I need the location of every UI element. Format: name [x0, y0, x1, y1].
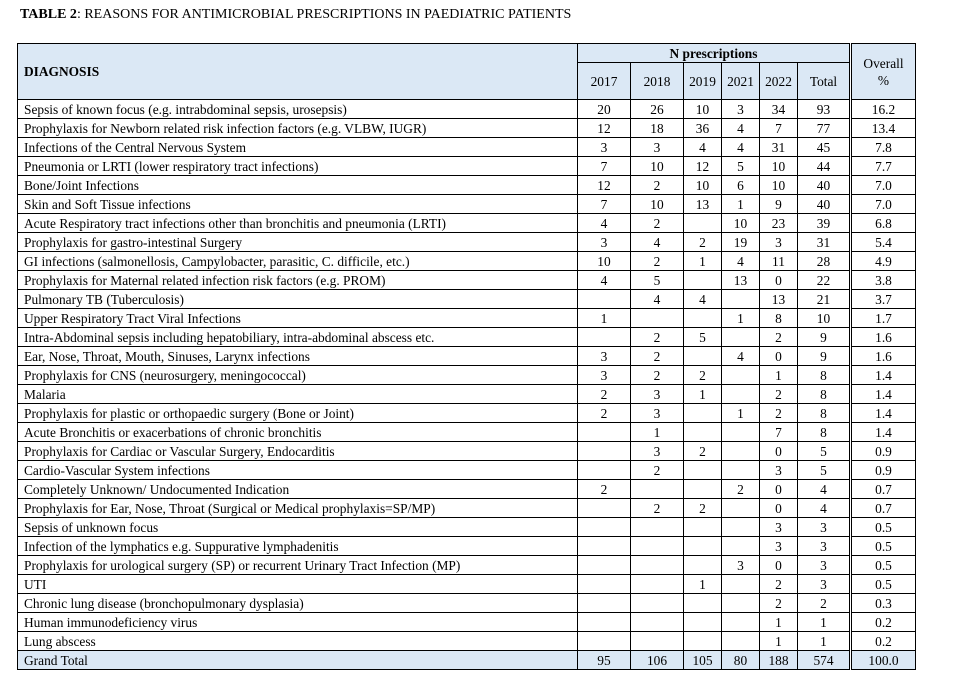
- value-cell-2017: 2: [578, 385, 631, 404]
- value-cell-2017: 12: [578, 176, 631, 195]
- diagnosis-cell: Pneumonia or LRTI (lower respiratory tract infections): [18, 157, 578, 176]
- value-cell-2017: [578, 594, 631, 613]
- diagnosis-cell: Acute Bronchitis or exacerbations of chronic bronchitis: [18, 423, 578, 442]
- value-cell-2017: 3: [578, 138, 631, 157]
- value-cell-overall: 0.5: [851, 556, 916, 575]
- value-cell-2021: [722, 537, 760, 556]
- diagnosis-cell: Pulmonary TB (Tuberculosis): [18, 290, 578, 309]
- value-cell-total: 10: [798, 309, 851, 328]
- value-cell-total: 21: [798, 290, 851, 309]
- table-caption: [20, 7, 571, 23]
- value-cell-total: 3: [798, 537, 851, 556]
- table-row: [18, 518, 916, 537]
- diagnosis-cell: Sepsis of known focus (e.g. intrabdominal sepsis, urosepsis): [18, 100, 578, 119]
- header-overall-label: Overall %: [863, 55, 904, 88]
- value-cell-2018: [631, 594, 684, 613]
- value-cell-2021: [722, 442, 760, 461]
- value-cell-2017: [578, 537, 631, 556]
- value-cell-total: 8: [798, 385, 851, 404]
- value-cell-2017: 2: [578, 480, 631, 499]
- value-cell-2018: [631, 575, 684, 594]
- value-cell-total: 28: [798, 252, 851, 271]
- diagnosis-cell: Prophylaxis for CNS (neurosurgery, meningococcal): [18, 366, 578, 385]
- value-cell-2022: 7: [760, 423, 798, 442]
- value-cell-overall: 1.6: [851, 328, 916, 347]
- value-cell-2018: 2: [631, 347, 684, 366]
- grand-total-row: [18, 651, 916, 670]
- value-cell-2018: 2: [631, 499, 684, 518]
- value-cell-2021: 6: [722, 176, 760, 195]
- table-row: [18, 632, 916, 651]
- value-cell-2017: 7: [578, 157, 631, 176]
- diagnosis-cell: Human immunodeficiency virus: [18, 613, 578, 632]
- value-cell-overall: 5.4: [851, 233, 916, 252]
- value-cell-2017: 7: [578, 195, 631, 214]
- value-cell-2019: 5: [684, 328, 722, 347]
- diagnosis-cell: Prophylaxis for urological surgery (SP) or recurrent Urinary Tract Infection (MP): [18, 556, 578, 575]
- diagnosis-cell: Prophylaxis for Newborn related risk infection factors (e.g. VLBW, IUGR): [18, 119, 578, 138]
- value-cell-overall: 6.8: [851, 214, 916, 233]
- table-row: [18, 252, 916, 271]
- value-cell-2021: 10: [722, 214, 760, 233]
- table-row: [18, 328, 916, 347]
- value-cell-2021: [722, 461, 760, 480]
- diagnosis-cell: Infection of the lymphatics e.g. Suppurative lymphadenitis: [18, 537, 578, 556]
- value-cell-2017: 3: [578, 366, 631, 385]
- table-row: [18, 271, 916, 290]
- diagnosis-cell: Prophylaxis for gastro-intestinal Surgery: [18, 233, 578, 252]
- value-cell-total: 574: [798, 651, 851, 670]
- diagnosis-cell: Skin and Soft Tissue infections: [18, 195, 578, 214]
- value-cell-total: 3: [798, 575, 851, 594]
- value-cell-2018: 18: [631, 119, 684, 138]
- value-cell-2021: [722, 613, 760, 632]
- value-cell-2019: 10: [684, 176, 722, 195]
- value-cell-2019: [684, 518, 722, 537]
- value-cell-2021: 3: [722, 556, 760, 575]
- value-cell-2019: 2: [684, 442, 722, 461]
- value-cell-2018: [631, 613, 684, 632]
- value-cell-2022: 0: [760, 442, 798, 461]
- value-cell-overall: 100.0: [851, 651, 916, 670]
- value-cell-2017: [578, 518, 631, 537]
- diagnosis-cell: Prophylaxis for plastic or orthopaedic surgery (Bone or Joint): [18, 404, 578, 423]
- value-cell-2017: 3: [578, 347, 631, 366]
- diagnosis-cell: Completely Unknown/ Undocumented Indication: [18, 480, 578, 499]
- value-cell-2021: [722, 632, 760, 651]
- table-caption-label: TABLE 2: [20, 7, 77, 22]
- value-cell-overall: 0.7: [851, 480, 916, 499]
- table-row: [18, 385, 916, 404]
- header-year-2022: 2022: [760, 63, 798, 100]
- table-row: [18, 480, 916, 499]
- value-cell-2021: 5: [722, 157, 760, 176]
- table-row: [18, 214, 916, 233]
- value-cell-2022: 2: [760, 404, 798, 423]
- table-row: [18, 119, 916, 138]
- value-cell-2018: [631, 632, 684, 651]
- value-cell-2018: 1: [631, 423, 684, 442]
- value-cell-2018: 2: [631, 214, 684, 233]
- value-cell-2022: 2: [760, 328, 798, 347]
- table-body: [18, 100, 916, 670]
- value-cell-2018: 2: [631, 461, 684, 480]
- header-diagnosis: DIAGNOSIS: [18, 44, 578, 100]
- diagnosis-cell: Upper Respiratory Tract Viral Infections: [18, 309, 578, 328]
- value-cell-2018: 2: [631, 366, 684, 385]
- value-cell-2017: 95: [578, 651, 631, 670]
- value-cell-overall: 1.4: [851, 385, 916, 404]
- value-cell-total: 5: [798, 461, 851, 480]
- value-cell-2018: 4: [631, 290, 684, 309]
- header-overall-percent: [851, 44, 916, 100]
- value-cell-2017: [578, 556, 631, 575]
- value-cell-2017: [578, 575, 631, 594]
- value-cell-2019: [684, 480, 722, 499]
- value-cell-overall: 4.9: [851, 252, 916, 271]
- value-cell-total: 5: [798, 442, 851, 461]
- value-cell-2022: 0: [760, 271, 798, 290]
- value-cell-2019: [684, 556, 722, 575]
- value-cell-2017: [578, 328, 631, 347]
- value-cell-2018: 10: [631, 195, 684, 214]
- value-cell-2019: 1: [684, 252, 722, 271]
- value-cell-overall: 7.8: [851, 138, 916, 157]
- diagnosis-cell: Bone/Joint Infections: [18, 176, 578, 195]
- value-cell-2018: 5: [631, 271, 684, 290]
- value-cell-total: 1: [798, 613, 851, 632]
- value-cell-overall: 0.9: [851, 461, 916, 480]
- value-cell-overall: 7.0: [851, 195, 916, 214]
- value-cell-2017: 10: [578, 252, 631, 271]
- value-cell-2021: [722, 423, 760, 442]
- value-cell-2022: 34: [760, 100, 798, 119]
- value-cell-total: 45: [798, 138, 851, 157]
- value-cell-2018: 106: [631, 651, 684, 670]
- value-cell-2021: [722, 575, 760, 594]
- value-cell-2022: 9: [760, 195, 798, 214]
- value-cell-2021: 4: [722, 138, 760, 157]
- table-row: [18, 461, 916, 480]
- value-cell-2017: [578, 632, 631, 651]
- value-cell-2021: 4: [722, 252, 760, 271]
- value-cell-2019: [684, 594, 722, 613]
- value-cell-total: 8: [798, 423, 851, 442]
- value-cell-overall: 0.5: [851, 537, 916, 556]
- value-cell-total: 3: [798, 518, 851, 537]
- table-row: [18, 233, 916, 252]
- value-cell-2017: [578, 613, 631, 632]
- value-cell-overall: 0.5: [851, 575, 916, 594]
- value-cell-2022: 188: [760, 651, 798, 670]
- value-cell-total: 39: [798, 214, 851, 233]
- value-cell-2018: 3: [631, 404, 684, 423]
- value-cell-2019: [684, 461, 722, 480]
- value-cell-2019: 1: [684, 385, 722, 404]
- value-cell-2022: 8: [760, 309, 798, 328]
- table-row: [18, 347, 916, 366]
- value-cell-2017: [578, 442, 631, 461]
- value-cell-2022: 23: [760, 214, 798, 233]
- value-cell-2022: 0: [760, 347, 798, 366]
- value-cell-2022: 1: [760, 632, 798, 651]
- diagnosis-cell: UTI: [18, 575, 578, 594]
- value-cell-2018: 2: [631, 252, 684, 271]
- value-cell-overall: 1.4: [851, 404, 916, 423]
- header-year-2019: 2019: [684, 63, 722, 100]
- value-cell-2019: 4: [684, 290, 722, 309]
- value-cell-2021: [722, 328, 760, 347]
- value-cell-2021: 19: [722, 233, 760, 252]
- value-cell-2019: 36: [684, 119, 722, 138]
- table-caption-text: : REASONS FOR ANTIMICROBIAL PRESCRIPTIONS IN PAEDIATRIC PATIENTS: [76, 7, 572, 22]
- value-cell-2021: 1: [722, 195, 760, 214]
- value-cell-overall: 1.7: [851, 309, 916, 328]
- table-row: [18, 556, 916, 575]
- diagnosis-cell: Chronic lung disease (bronchopulmonary dysplasia): [18, 594, 578, 613]
- value-cell-total: 44: [798, 157, 851, 176]
- value-cell-total: 1: [798, 632, 851, 651]
- table-row: [18, 594, 916, 613]
- value-cell-overall: 0.9: [851, 442, 916, 461]
- value-cell-2018: [631, 556, 684, 575]
- value-cell-total: 40: [798, 195, 851, 214]
- value-cell-total: 8: [798, 404, 851, 423]
- diagnosis-cell: Lung abscess: [18, 632, 578, 651]
- table-row: [18, 138, 916, 157]
- value-cell-2021: [722, 499, 760, 518]
- header-n-prescriptions: N prescriptions: [578, 44, 851, 63]
- value-cell-2019: 13: [684, 195, 722, 214]
- value-cell-2022: 10: [760, 176, 798, 195]
- value-cell-2021: 1: [722, 309, 760, 328]
- value-cell-overall: 3.8: [851, 271, 916, 290]
- header-year-2021: 2021: [722, 63, 760, 100]
- value-cell-2019: 2: [684, 366, 722, 385]
- value-cell-overall: 0.2: [851, 613, 916, 632]
- value-cell-total: 4: [798, 480, 851, 499]
- value-cell-2019: [684, 537, 722, 556]
- value-cell-total: 2: [798, 594, 851, 613]
- value-cell-2017: 4: [578, 271, 631, 290]
- diagnosis-cell: Sepsis of unknown focus: [18, 518, 578, 537]
- value-cell-overall: 16.2: [851, 100, 916, 119]
- value-cell-2019: 2: [684, 233, 722, 252]
- value-cell-2022: 3: [760, 233, 798, 252]
- table-row: [18, 290, 916, 309]
- value-cell-2021: 80: [722, 651, 760, 670]
- value-cell-2019: 105: [684, 651, 722, 670]
- value-cell-2018: 2: [631, 176, 684, 195]
- value-cell-2021: [722, 366, 760, 385]
- value-cell-2018: [631, 537, 684, 556]
- value-cell-overall: 3.7: [851, 290, 916, 309]
- value-cell-2022: 0: [760, 480, 798, 499]
- value-cell-total: 3: [798, 556, 851, 575]
- value-cell-total: 93: [798, 100, 851, 119]
- diagnosis-cell: Prophylaxis for Maternal related infection risk factors (e.g. PROM): [18, 271, 578, 290]
- value-cell-2022: 1: [760, 613, 798, 632]
- value-cell-overall: 0.2: [851, 632, 916, 651]
- value-cell-2017: 1: [578, 309, 631, 328]
- diagnosis-cell: Malaria: [18, 385, 578, 404]
- value-cell-overall: 7.0: [851, 176, 916, 195]
- value-cell-2019: [684, 632, 722, 651]
- value-cell-2019: 12: [684, 157, 722, 176]
- value-cell-2017: [578, 499, 631, 518]
- value-cell-2021: [722, 385, 760, 404]
- value-cell-2019: [684, 404, 722, 423]
- value-cell-2022: 3: [760, 518, 798, 537]
- value-cell-overall: 0.5: [851, 518, 916, 537]
- value-cell-2018: 26: [631, 100, 684, 119]
- value-cell-2021: 2: [722, 480, 760, 499]
- value-cell-2021: [722, 290, 760, 309]
- header-total: Total: [798, 63, 851, 100]
- header-year-2017: 2017: [578, 63, 631, 100]
- value-cell-2019: [684, 613, 722, 632]
- value-cell-2019: [684, 309, 722, 328]
- value-cell-2018: [631, 309, 684, 328]
- table-row: [18, 442, 916, 461]
- value-cell-2019: 4: [684, 138, 722, 157]
- value-cell-2022: 0: [760, 499, 798, 518]
- table-row: [18, 309, 916, 328]
- value-cell-2022: 2: [760, 594, 798, 613]
- table-row: [18, 176, 916, 195]
- value-cell-2022: 31: [760, 138, 798, 157]
- table-row: [18, 575, 916, 594]
- value-cell-2021: 4: [722, 347, 760, 366]
- value-cell-2018: [631, 480, 684, 499]
- value-cell-2019: [684, 271, 722, 290]
- value-cell-2022: 3: [760, 461, 798, 480]
- value-cell-2019: [684, 214, 722, 233]
- value-cell-2017: 3: [578, 233, 631, 252]
- value-cell-2018: 10: [631, 157, 684, 176]
- value-cell-overall: 0.7: [851, 499, 916, 518]
- value-cell-2018: [631, 518, 684, 537]
- table-row: [18, 100, 916, 119]
- value-cell-2021: [722, 594, 760, 613]
- value-cell-overall: 13.4: [851, 119, 916, 138]
- value-cell-2022: 7: [760, 119, 798, 138]
- value-cell-2021: [722, 518, 760, 537]
- table-row: [18, 499, 916, 518]
- value-cell-2021: 1: [722, 404, 760, 423]
- value-cell-overall: 7.7: [851, 157, 916, 176]
- value-cell-total: 8: [798, 366, 851, 385]
- header-year-2018: 2018: [631, 63, 684, 100]
- value-cell-overall: 0.3: [851, 594, 916, 613]
- value-cell-2019: [684, 423, 722, 442]
- value-cell-total: 9: [798, 347, 851, 366]
- value-cell-2022: 1: [760, 366, 798, 385]
- value-cell-2019: 1: [684, 575, 722, 594]
- value-cell-total: 77: [798, 119, 851, 138]
- value-cell-2021: 3: [722, 100, 760, 119]
- value-cell-total: 4: [798, 499, 851, 518]
- table-row: [18, 366, 916, 385]
- table-row: [18, 195, 916, 214]
- diagnosis-cell: Cardio-Vascular System infections: [18, 461, 578, 480]
- diagnosis-cell: Intra-Abdominal sepsis including hepatobiliary, intra-abdominal abscess etc.: [18, 328, 578, 347]
- diagnosis-cell: Grand Total: [18, 651, 578, 670]
- value-cell-2022: 10: [760, 157, 798, 176]
- table-row: [18, 613, 916, 632]
- prescriptions-table: [17, 43, 916, 670]
- value-cell-total: 22: [798, 271, 851, 290]
- value-cell-2017: [578, 461, 631, 480]
- value-cell-2022: 3: [760, 537, 798, 556]
- value-cell-2022: 0: [760, 556, 798, 575]
- value-cell-overall: 1.4: [851, 423, 916, 442]
- value-cell-2017: 20: [578, 100, 631, 119]
- table-row: [18, 404, 916, 423]
- value-cell-2017: [578, 290, 631, 309]
- value-cell-2021: 13: [722, 271, 760, 290]
- value-cell-2022: 2: [760, 575, 798, 594]
- value-cell-2022: 11: [760, 252, 798, 271]
- value-cell-2022: 13: [760, 290, 798, 309]
- value-cell-2021: 4: [722, 119, 760, 138]
- diagnosis-cell: GI infections (salmonellosis, Campylobacter, parasitic, C. difficile, etc.): [18, 252, 578, 271]
- value-cell-2019: 2: [684, 499, 722, 518]
- value-cell-2017: [578, 423, 631, 442]
- value-cell-2022: 2: [760, 385, 798, 404]
- table-row: [18, 157, 916, 176]
- diagnosis-cell: Prophylaxis for Ear, Nose, Throat (Surgical or Medical prophylaxis=SP/MP): [18, 499, 578, 518]
- table-row: [18, 537, 916, 556]
- value-cell-2018: 3: [631, 442, 684, 461]
- value-cell-total: 40: [798, 176, 851, 195]
- value-cell-2018: 3: [631, 138, 684, 157]
- diagnosis-cell: Ear, Nose, Throat, Mouth, Sinuses, Larynx infections: [18, 347, 578, 366]
- value-cell-total: 9: [798, 328, 851, 347]
- value-cell-overall: 1.6: [851, 347, 916, 366]
- value-cell-2017: 4: [578, 214, 631, 233]
- value-cell-2019: 10: [684, 100, 722, 119]
- diagnosis-cell: Acute Respiratory tract infections other than bronchitis and pneumonia (LRTI): [18, 214, 578, 233]
- value-cell-2018: 3: [631, 385, 684, 404]
- diagnosis-cell: Prophylaxis for Cardiac or Vascular Surgery, Endocarditis: [18, 442, 578, 461]
- value-cell-2018: 2: [631, 328, 684, 347]
- diagnosis-cell: Infections of the Central Nervous System: [18, 138, 578, 157]
- value-cell-2017: 12: [578, 119, 631, 138]
- value-cell-total: 31: [798, 233, 851, 252]
- value-cell-2018: 4: [631, 233, 684, 252]
- table-row: [18, 423, 916, 442]
- value-cell-2017: 2: [578, 404, 631, 423]
- value-cell-2019: [684, 347, 722, 366]
- value-cell-overall: 1.4: [851, 366, 916, 385]
